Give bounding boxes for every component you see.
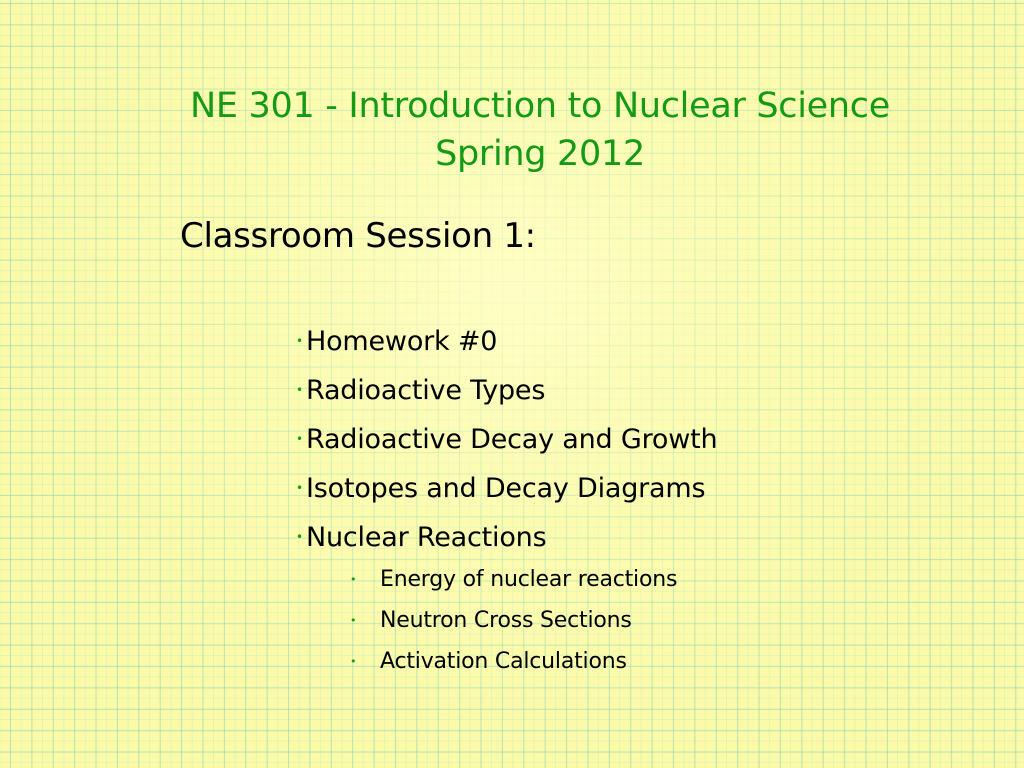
bullet-icon: • <box>296 334 303 348</box>
bullet-icon: • <box>296 481 303 495</box>
list-item-label: Radioactive Decay and Growth <box>306 424 718 455</box>
list-item <box>296 366 717 415</box>
bullet-icon: • <box>296 383 303 397</box>
title-line-1: NE 301 - Introduction to Nuclear Science <box>190 86 890 126</box>
topic-list <box>296 317 717 562</box>
session-heading: Classroom Session 1: <box>180 216 536 256</box>
bullet-icon: • <box>350 614 357 627</box>
sub-list-item-label: Activation Calculations <box>380 649 627 674</box>
sub-list-item <box>348 600 677 641</box>
list-item-label: Nuclear Reactions <box>306 522 547 553</box>
bullet-icon: • <box>350 573 357 586</box>
sub-list-item <box>348 641 677 682</box>
sub-list-item <box>348 559 677 600</box>
slide-title <box>160 82 920 178</box>
subtopic-list <box>348 559 677 682</box>
list-item <box>296 513 717 562</box>
sub-list-item-label: Neutron Cross Sections <box>380 608 632 633</box>
list-item <box>296 317 717 366</box>
sub-list-item-label: Energy of nuclear reactions <box>380 567 678 592</box>
list-item <box>296 415 717 464</box>
list-item <box>296 464 717 513</box>
title-line-2: Spring 2012 <box>435 134 645 174</box>
list-item-label: Radioactive Types <box>306 375 546 406</box>
bullet-icon: • <box>296 432 303 446</box>
bullet-icon: • <box>296 530 303 544</box>
bullet-icon: • <box>350 655 357 668</box>
list-item-label: Homework #0 <box>306 326 498 357</box>
list-item-label: Isotopes and Decay Diagrams <box>306 473 706 504</box>
